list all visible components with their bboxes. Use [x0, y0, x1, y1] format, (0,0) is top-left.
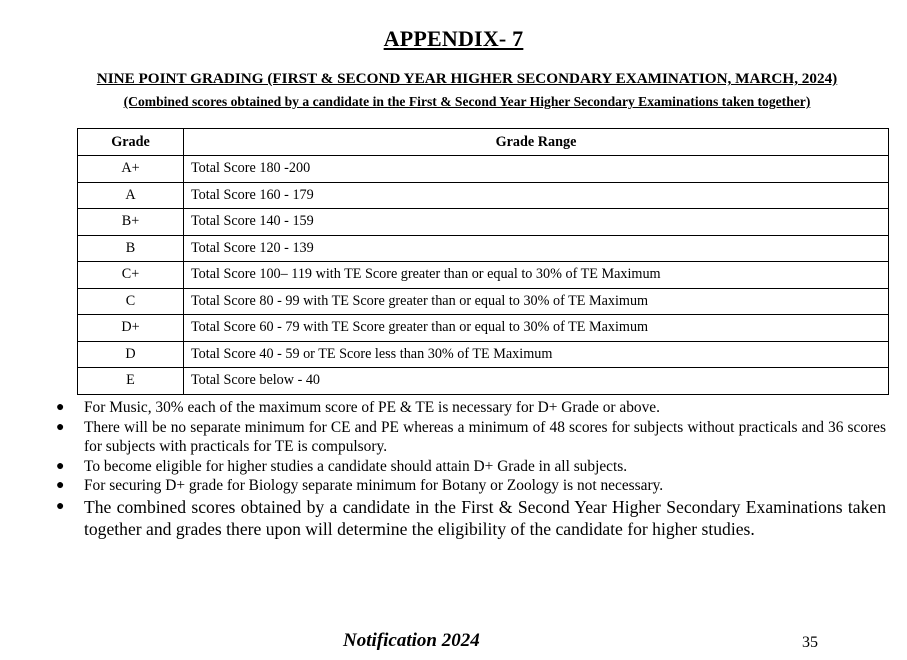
page-subnote: (Combined scores obtained by a candidate in the First & Second Year Higher Secondary Examinations taken together) [123, 94, 811, 109]
grade-cell: A+ [78, 156, 184, 183]
table-row [78, 156, 889, 183]
table-row [78, 182, 889, 209]
grade-range-cell: Total Score 100– 119 with TE Score greater than or equal to 30% of TE Maximum [184, 262, 889, 289]
table-row [78, 341, 889, 368]
page-title: APPENDIX- 7 [383, 26, 524, 51]
column-header-grade: Grade [78, 129, 184, 156]
table-row [78, 288, 889, 315]
grade-cell: B [78, 235, 184, 262]
list-item [56, 496, 886, 540]
list-item [56, 476, 886, 496]
note-text: For securing D+ grade for Biology separate minimum for Botany or Zoology is not necessary. [84, 477, 664, 495]
footer-label: Notification 2024 [343, 630, 480, 651]
list-item [56, 457, 886, 477]
note-text: To become eligible for higher studies a candidate should attain D+ Grade in all subjects. [84, 457, 628, 475]
grade-range-cell: Total Score 180 -200 [184, 156, 889, 183]
grade-cell: B+ [78, 209, 184, 236]
grade-cell: D+ [78, 315, 184, 342]
table-header-row [78, 129, 889, 156]
bullet-icon: ● [56, 458, 65, 474]
column-header-grade-range: Grade Range [184, 129, 889, 156]
table-row [78, 262, 889, 289]
grade-cell: D [78, 341, 184, 368]
table-row [78, 315, 889, 342]
grade-cell: E [78, 368, 184, 395]
page-number: 35 [802, 634, 818, 651]
grade-range-cell: Total Score below - 40 [184, 368, 889, 395]
bullet-icon: ● [56, 478, 65, 494]
grade-range-cell: Total Score 40 - 59 or TE Score less than 30% of TE Maximum [184, 341, 889, 368]
grade-range-cell: Total Score 160 - 179 [184, 182, 889, 209]
note-text: There will be no separate minimum for CE and PE whereas a minimum of 48 scores for subjects without practicals and 36 scores for subjects with practicals for TE is compulsory. [84, 418, 886, 456]
table-row [78, 209, 889, 236]
table-row [78, 368, 889, 395]
bullet-icon: ● [56, 400, 65, 415]
notes-list [56, 398, 886, 540]
table-row [78, 235, 889, 262]
note-text: For Music, 30% each of the maximum score of PE & TE is necessary for D+ Grade or above. [84, 399, 660, 416]
note-text: The combined scores obtained by a candidate in the First & Second Year Higher Secondary Examinations taken together and grades there upon will determine the eligibility of the candidate for higher studies. [84, 496, 886, 539]
bullet-icon: ● [56, 498, 65, 514]
grading-table [77, 128, 889, 395]
grade-range-cell: Total Score 60 - 79 with TE Score greater than or equal to 30% of TE Maximum [184, 315, 889, 342]
grade-cell: C+ [78, 262, 184, 289]
grade-cell: A [78, 182, 184, 209]
grade-range-cell: Total Score 80 - 99 with TE Score greater than or equal to 30% of TE Maximum [184, 288, 889, 315]
grade-cell: C [78, 288, 184, 315]
grade-range-cell: Total Score 140 - 159 [184, 209, 889, 236]
bullet-icon: ● [56, 419, 65, 435]
page-subtitle: NINE POINT GRADING (FIRST & SECOND YEAR HIGHER SECONDARY EXAMINATION, MARCH, 2024) [96, 70, 838, 87]
grade-range-cell: Total Score 120 - 139 [184, 235, 889, 262]
list-item [56, 398, 886, 418]
list-item [56, 418, 886, 457]
